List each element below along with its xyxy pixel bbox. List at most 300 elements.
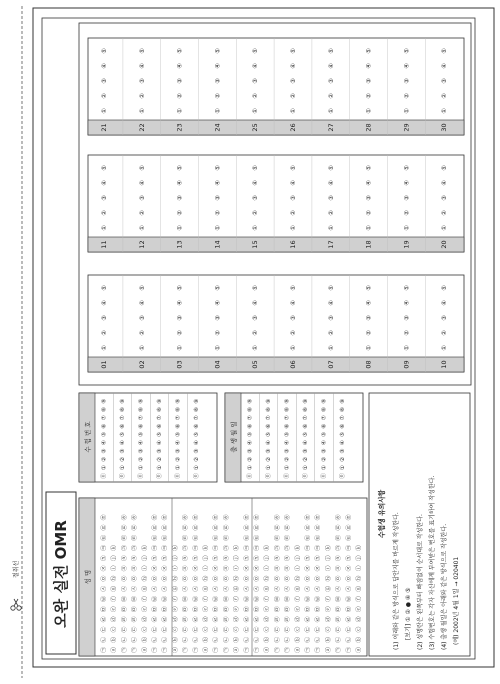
question-number: 27 (326, 123, 335, 132)
name-bubble: ㉧ (315, 575, 322, 582)
name-bubble: ㉤ (244, 606, 251, 613)
answer-bubble: ② (327, 210, 335, 216)
name-bubble: ㉫ (152, 534, 159, 541)
name-bubble: ㉧ (346, 575, 353, 582)
name-bubble: ㉡ (223, 636, 230, 643)
digit-bubble: ⑧ (247, 407, 254, 413)
answer-bubble: ③ (101, 315, 108, 321)
name-bubble: ㉭ (336, 514, 343, 521)
answer-bubble: ④ (101, 300, 108, 306)
name-bubble: ㉡ (336, 636, 343, 643)
name-bubble: ⓘ (203, 565, 210, 572)
digit-bubble: ⑤ (266, 431, 272, 438)
name-bubble: ㉢ (121, 626, 128, 633)
name-bubble: ㉧ (336, 575, 343, 582)
digit-bubble: ⓪ (101, 473, 108, 479)
name-bubble: ㉤ (223, 606, 230, 613)
name-bubble: ㉦ (132, 585, 139, 592)
digit-bubble: ⑨ (175, 398, 182, 404)
answer-bubble: ④ (252, 300, 260, 306)
name-bubble: ㉦ (223, 585, 230, 592)
answer-bubble: ③ (252, 195, 260, 201)
name-bubble: ㉭ (162, 514, 169, 521)
digit-bubble: ⑨ (303, 398, 309, 404)
name-bubble: ㉣ (193, 616, 200, 623)
name-bubble: ㉤ (274, 606, 281, 613)
name-bubble: ⓕ (203, 596, 210, 602)
digit-bubble: ④ (321, 440, 328, 446)
answer-bubble: ③ (365, 78, 373, 84)
answer-bubble: ① (214, 345, 222, 351)
note-3: (3) 수험번호는 각자 자신에게 부여받은 번호를 표기하여 작성한다. (429, 475, 436, 650)
name-bubble: ⓙ (142, 555, 149, 562)
name-bubble: ㉬ (223, 524, 230, 531)
name-bubble: ㉬ (121, 524, 128, 531)
answer-bubble: ① (101, 225, 108, 231)
question-number: 25 (251, 123, 260, 132)
name-bubble: ⓘ (295, 565, 302, 572)
name-bubble: ㉭ (132, 514, 139, 521)
answer-bubble: ② (327, 330, 335, 336)
answer-bubble: ③ (101, 195, 108, 201)
name-bubble: ㉠ (346, 647, 353, 653)
name-bubble: ㉬ (346, 524, 353, 531)
digit-bubble: ⑧ (266, 407, 272, 413)
name-bubble: ㉢ (254, 626, 261, 633)
name-bubble: ㉥ (132, 596, 139, 602)
answer-bubble: ⑤ (101, 285, 108, 291)
name-bubble: ⓒ (264, 626, 271, 633)
name-bubble: ㉣ (183, 616, 190, 623)
name-bubble: ㉥ (183, 596, 190, 602)
name-bubble: ㉡ (121, 636, 128, 643)
answer-bubble: ① (214, 108, 222, 114)
digit-bubble: ⑨ (247, 398, 254, 404)
answer-bubble: ⑤ (138, 285, 146, 291)
answer-bubble: ② (365, 93, 373, 99)
answer-bubble: ④ (176, 180, 184, 186)
name-bubble: ㉣ (285, 616, 292, 623)
name-bubble: ⓚ (203, 545, 210, 551)
answer-bubble: ① (176, 108, 184, 114)
answer-bubble: ② (365, 330, 373, 336)
note-2: (2) 성명란은 왼쪽부터 빠짐없이 순서대로 작성한다. (417, 514, 424, 650)
answer-bubble: ⑤ (214, 285, 222, 291)
answer-bubble: ④ (403, 180, 411, 186)
name-bubble: ㉪ (254, 545, 261, 551)
name-bubble: ㉬ (162, 524, 169, 531)
name-bubble: ㉨ (305, 565, 312, 572)
name-bubble: ㉩ (121, 555, 128, 562)
digit-bubble: ② (284, 456, 291, 462)
digit-bubble: ⑦ (157, 415, 163, 421)
name-bubble: ⓘ (172, 565, 179, 572)
name-bubble: ㉧ (274, 575, 281, 582)
name-bubble: ⓖ (234, 585, 241, 592)
digit-bubble: ⑤ (138, 431, 145, 438)
name-bubble: ㉧ (285, 575, 292, 582)
name-bubble: ㉡ (101, 636, 108, 643)
name-bubble: ㉭ (305, 514, 312, 521)
name-bubble: ㉩ (132, 555, 139, 562)
digit-bubble: ⑤ (321, 431, 328, 438)
name-bubble: ㉥ (274, 596, 281, 602)
name-bubble: ㉤ (183, 606, 190, 613)
name-bubble: ⓙ (325, 555, 332, 562)
name-bubble: ⓐ (203, 647, 210, 653)
name-bubble: ⓖ (203, 585, 210, 592)
name-bubble: ⓗ (264, 575, 271, 582)
answer-bubble: ④ (214, 300, 222, 306)
answer-bubble: ① (441, 345, 449, 351)
name-bubble: ㉦ (315, 585, 322, 592)
name-bubble: ㉢ (183, 626, 190, 633)
name-bubble: ㉦ (305, 585, 312, 592)
name-bubble: ⓚ (264, 545, 271, 551)
name-bubble: ⓖ (356, 585, 363, 592)
digit-bubble: ② (120, 456, 126, 462)
digit-bubble: ⑤ (157, 431, 163, 438)
answer-bubble: ① (138, 108, 146, 114)
name-bubble: ㉫ (285, 534, 292, 541)
answer-bubble: ① (365, 225, 373, 231)
name-bubble: ㉭ (315, 514, 322, 521)
name-bubble: ㉩ (162, 555, 169, 562)
notes-title: 수험생 유의사항 (378, 489, 386, 538)
digit-bubble: ③ (247, 448, 254, 454)
name-bubble: ㉩ (315, 555, 322, 562)
answer-bubble: ② (176, 93, 184, 99)
name-bubble: ㉨ (244, 565, 251, 572)
name-bubble: ㉡ (254, 636, 261, 643)
answer-bubble: ④ (327, 63, 335, 69)
name-bubble: ⓖ (142, 585, 149, 592)
name-bubble: ㉤ (121, 606, 128, 613)
answer-bubble: ① (176, 345, 184, 351)
answer-bubble: ④ (290, 63, 297, 69)
name-bubble: ㉨ (223, 565, 230, 572)
digit-bubble: ① (101, 465, 108, 471)
name-bubble: ⓒ (356, 626, 363, 633)
answer-bubble: ① (176, 225, 184, 231)
name-bubble: ㉣ (315, 616, 322, 623)
name-bubble: ㉧ (183, 575, 190, 582)
answer-bubble: ⑤ (138, 165, 146, 171)
name-bubble: ⓚ (295, 545, 302, 551)
name-bubble: ⓑ (203, 636, 210, 643)
name-bubble: ㉫ (274, 534, 281, 541)
digit-bubble: ⑨ (101, 398, 108, 404)
name-bubble: ㉠ (132, 647, 139, 653)
name-bubble: ㉫ (336, 534, 343, 541)
answer-bubble: ⑤ (176, 48, 184, 54)
name-bubble: ㉢ (152, 626, 159, 633)
name-bubble: ㉡ (285, 636, 292, 643)
digit-bubble: ⑧ (321, 407, 328, 413)
digit-bubble: ⓪ (157, 473, 163, 479)
answer-bubble: ② (101, 330, 108, 336)
answer-bubble: ⑤ (101, 165, 108, 171)
name-bubble: ㉤ (162, 606, 169, 613)
name-bubble: ⓓ (264, 616, 271, 623)
name-bubble: ㉣ (336, 616, 343, 623)
name-bubble: ⓙ (264, 555, 271, 562)
answer-bubble: ③ (403, 78, 411, 84)
digit-bubble: ④ (120, 440, 126, 446)
name-bubble: ㉬ (274, 524, 281, 531)
name-bubble: ⓕ (356, 596, 363, 602)
name-bubble: ㉨ (121, 565, 128, 572)
answer-bubble: ⑤ (101, 48, 108, 54)
digit-bubble: ① (157, 465, 163, 471)
digit-bubble: ⓪ (284, 473, 291, 479)
name-bubble: ㉫ (193, 534, 200, 541)
answer-bubble: ④ (252, 63, 260, 69)
question-number: 09 (402, 360, 411, 369)
name-bubble: ㉠ (274, 647, 281, 653)
name-bubble: ㉧ (132, 575, 139, 582)
digit-bubble: ① (138, 465, 145, 471)
answer-bubble: ④ (290, 300, 297, 306)
digit-bubble: ④ (157, 440, 163, 446)
question-number: 01 (100, 360, 108, 369)
name-bubble: ⓘ (234, 565, 241, 572)
digit-bubble: ① (120, 465, 126, 471)
name-bubble: ㉪ (305, 545, 312, 551)
digit-bubble: ⑦ (175, 415, 182, 421)
digit-bubble: ② (101, 456, 108, 462)
name-bubble: ㉪ (244, 545, 251, 551)
name-bubble: ㉩ (223, 555, 230, 562)
name-bubble: ㉨ (183, 565, 190, 572)
name-bubble: ㉩ (213, 555, 220, 562)
name-bubble: ㉥ (101, 596, 108, 602)
name-bubble: ㉠ (183, 647, 190, 653)
name-bubble: ⓓ (295, 616, 302, 623)
digit-bubble: ③ (266, 448, 272, 454)
digit-bubble: ⑨ (138, 398, 145, 404)
name-bubble: ㉦ (162, 585, 169, 592)
name-bubble: ㉨ (285, 565, 292, 572)
name-bubble: ⓚ (325, 545, 332, 551)
digit-bubble: ③ (175, 448, 182, 454)
answer-bubble: ① (290, 225, 297, 231)
name-bubble: ㉦ (285, 585, 292, 592)
name-bubble: ⓒ (111, 626, 118, 633)
digit-bubble: ⑧ (284, 407, 291, 413)
name-bubble: ㉭ (223, 514, 230, 521)
name-bubble: ㉢ (346, 626, 353, 633)
name-bubble: ㉫ (162, 534, 169, 541)
name-bubble: ⓐ (234, 647, 241, 653)
name-bubble: ㉡ (193, 636, 200, 643)
name-bubble: ㉦ (121, 585, 128, 592)
name-bubble: ⓒ (295, 626, 302, 633)
name-bubble: ⓓ (356, 616, 363, 623)
name-bubble: ㉦ (101, 585, 108, 592)
answer-bubble: ② (101, 93, 108, 99)
name-bubble: ㉨ (274, 565, 281, 572)
name-bubble: ⓖ (325, 585, 332, 592)
question-number: 24 (213, 123, 222, 132)
name-bubble: ㉧ (101, 575, 108, 582)
name-bubble: ⓓ (111, 616, 118, 623)
name-bubble: ㉩ (285, 555, 292, 562)
answer-bubble: ③ (327, 78, 335, 84)
name-bubble: ㉧ (254, 575, 261, 582)
digit-bubble: ⑨ (321, 398, 328, 404)
name-bubble: ⓑ (356, 636, 363, 643)
answer-bubble: ⑤ (365, 48, 373, 54)
answer-bubble: ④ (176, 300, 184, 306)
name-bubble: ⓔ (111, 606, 118, 613)
name-bubble: ㉭ (101, 514, 108, 521)
digit-bubble: ⑤ (340, 431, 346, 438)
name-bubble: ⓘ (356, 565, 363, 572)
name-bubble: ㉩ (101, 555, 108, 562)
name-bubble: ㉬ (193, 524, 200, 531)
digit-bubble: ② (138, 456, 145, 462)
answer-bubble: ③ (214, 315, 222, 321)
digit-bubble: ⑦ (303, 415, 309, 421)
name-bubble: ㉣ (254, 616, 261, 623)
answer-bubble: ① (252, 225, 260, 231)
name-bubble: ⓐ (356, 647, 363, 653)
name-bubble: ㉪ (193, 545, 200, 551)
digit-bubble: ③ (194, 448, 200, 454)
cut-line-label: 절취선 (13, 560, 20, 578)
name-bubble: ㉣ (244, 616, 251, 623)
name-bubble: ㉨ (336, 565, 343, 572)
answer-bubble: ② (403, 330, 411, 336)
name-bubble: ⓚ (172, 545, 179, 551)
answer-bubble: ③ (327, 315, 335, 321)
name-bubble: ㉧ (213, 575, 220, 582)
name-bubble: ㉨ (193, 565, 200, 572)
name-bubble: ㉪ (285, 545, 292, 551)
answer-bubble: ④ (138, 63, 146, 69)
name-bubble: ㉧ (162, 575, 169, 582)
name-bubble: ⓕ (111, 596, 118, 602)
name-bubble: ㉢ (315, 626, 322, 633)
name-bubble: ㉦ (193, 585, 200, 592)
digit-bubble: ① (303, 465, 309, 471)
digit-bubble: ⑦ (284, 415, 291, 421)
name-bubble: ⓒ (172, 626, 179, 633)
name-bubble: ㉭ (244, 514, 251, 521)
answer-bubble: ③ (290, 195, 297, 201)
digit-bubble: ⑤ (303, 431, 309, 438)
name-bubble: ㉡ (305, 636, 312, 643)
answer-bubble: ③ (101, 78, 108, 84)
name-bubble: ⓓ (142, 616, 149, 623)
name-bubble: ㉣ (121, 616, 128, 623)
question-number: 16 (289, 240, 297, 249)
answer-bubble: ⑤ (441, 285, 449, 291)
digit-bubble: ③ (284, 448, 291, 454)
name-bubble: ㉤ (152, 606, 159, 613)
answer-bubble: ① (252, 345, 260, 351)
answer-bubble: ② (290, 210, 297, 216)
name-bubble: ㉭ (254, 514, 261, 521)
name-bubble: ㉠ (315, 647, 322, 653)
digit-bubble: ④ (101, 440, 108, 446)
name-bubble: ㉦ (254, 585, 261, 592)
name-bubble: ㉭ (346, 514, 353, 521)
name-bubble: ㉦ (183, 585, 190, 592)
digit-bubble: ⑤ (101, 431, 108, 438)
question-number: 23 (175, 123, 184, 132)
digit-bubble: ⑧ (120, 407, 126, 413)
digit-bubble: ⓪ (194, 473, 200, 479)
digit-bubble: ① (340, 465, 346, 471)
answer-bubble: ② (252, 93, 260, 99)
answer-bubble: ③ (214, 78, 222, 84)
digit-bubble: ② (340, 456, 346, 462)
name-bubble: ㉪ (274, 545, 281, 551)
digit-bubble: ⑦ (194, 415, 200, 421)
name-bubble: ㉪ (346, 545, 353, 551)
name-bubble: ㉬ (305, 524, 312, 531)
name-bubble: ⓗ (295, 575, 302, 582)
answer-bubble: ② (252, 210, 260, 216)
note-4: (4) 출생 월일은 아래와 같은 방식으로 작성한다. (441, 523, 448, 650)
answer-bubble: ⑤ (403, 165, 411, 171)
name-bubble: ㉥ (223, 596, 230, 602)
digit-bubble: ① (266, 465, 272, 471)
name-bubble: ⓔ (142, 606, 149, 613)
digit-bubble: ⓪ (120, 473, 126, 479)
digit-bubble: ⑧ (138, 407, 145, 413)
answer-bubble: ⑤ (214, 165, 222, 171)
digit-bubble: ③ (321, 448, 328, 454)
answer-bubble: ④ (138, 180, 146, 186)
name-bubble: ㉥ (213, 596, 220, 602)
name-bubble: ⓔ (295, 606, 302, 613)
answer-bubble: ① (441, 225, 449, 231)
name-bubble: ⓔ (356, 606, 363, 613)
answer-bubble: ③ (214, 195, 222, 201)
question-number: 21 (100, 123, 108, 132)
name-bubble: ⓗ (356, 575, 363, 582)
question-number: 22 (137, 123, 146, 132)
name-bubble: ㉬ (315, 524, 322, 531)
answer-bubble: ④ (441, 180, 449, 186)
answer-bubble: ② (290, 330, 297, 336)
answer-bubble: ① (214, 225, 222, 231)
answer-bubble: ③ (252, 78, 260, 84)
answer-bubble: ④ (138, 300, 146, 306)
name-bubble: ㉪ (162, 545, 169, 551)
answer-bubble: ④ (290, 180, 297, 186)
name-bubble: ㉭ (285, 514, 292, 521)
answer-bubble: ④ (403, 63, 411, 69)
name-bubble: ㉤ (305, 606, 312, 613)
name-bubble: ㉬ (183, 524, 190, 531)
answer-bubble: ③ (441, 195, 449, 201)
answer-bubble: ④ (327, 180, 335, 186)
digit-bubble: ⑨ (194, 398, 200, 404)
name-bubble: ⓐ (111, 647, 118, 653)
digit-bubble: ⑨ (284, 398, 291, 404)
name-bubble: ㉩ (274, 555, 281, 562)
name-bubble: ⓗ (142, 575, 149, 582)
answer-bubble: ③ (403, 195, 411, 201)
name-bubble: ㉥ (315, 596, 322, 602)
digit-bubble: ⑧ (303, 407, 309, 413)
answer-bubble: ① (365, 108, 373, 114)
answer-bubble: ③ (365, 315, 373, 321)
